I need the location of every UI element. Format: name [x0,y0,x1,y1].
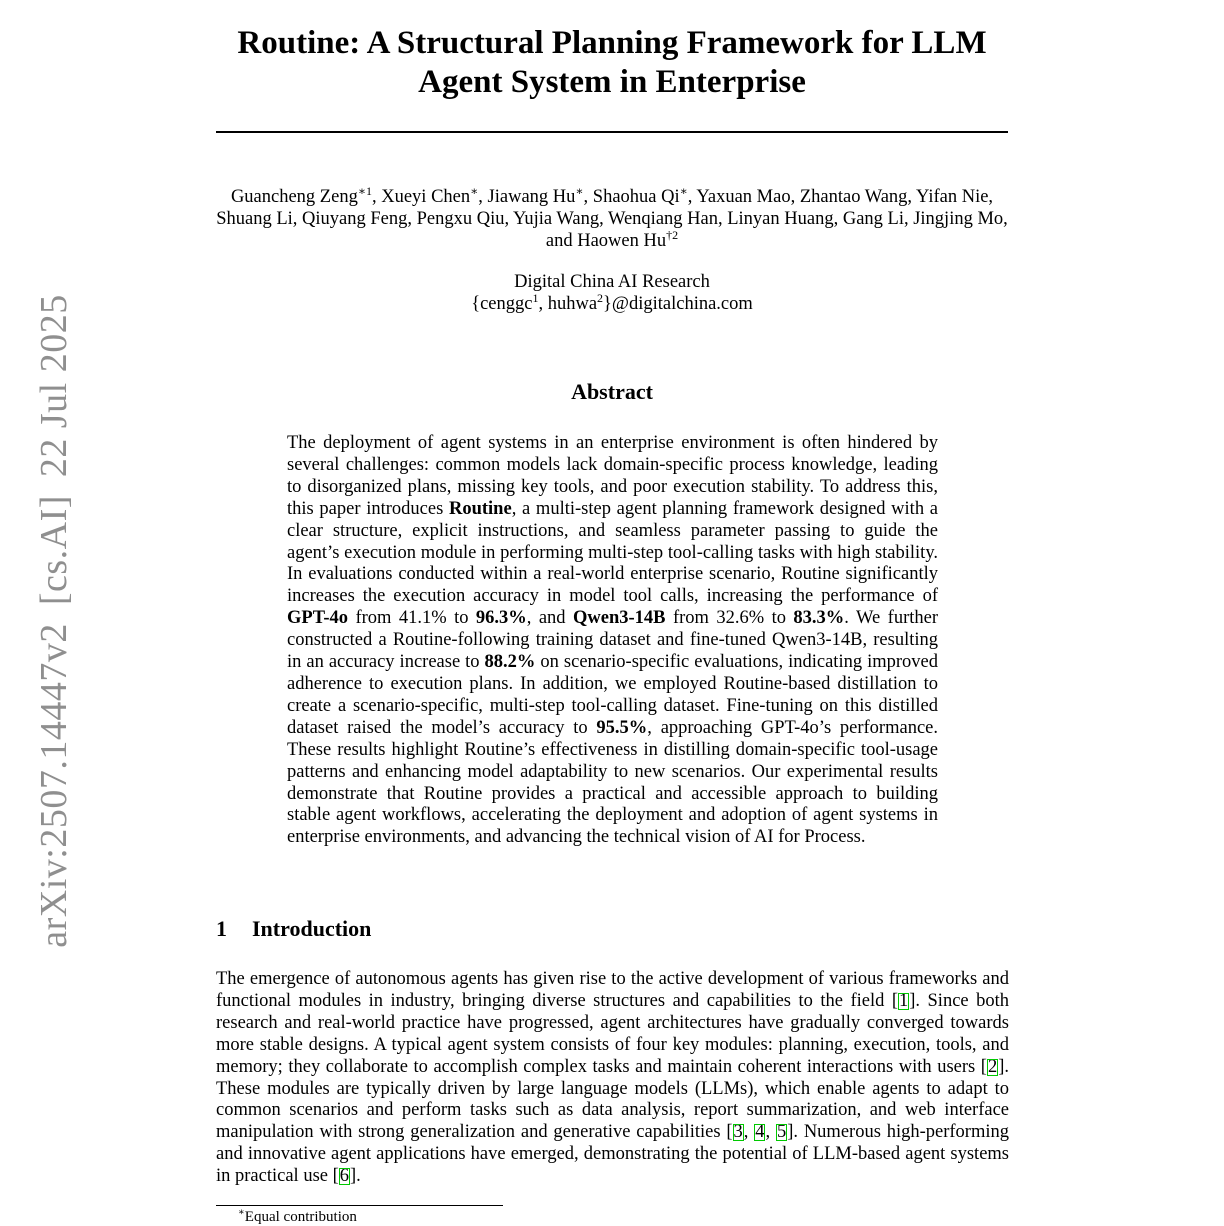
author-name: Guancheng Zeng [230,187,358,207]
abstract-bold-text: Qwen3-14B [573,608,666,629]
citation-link[interactable]: 4 [755,1122,765,1143]
body-text: ]. These modules are typically driven by large language models (LLMs), which enable agents to adapt to common scenarios and perform tasks such as data analysis, report summarization, and web interface manipulation with strong generalization and generative capabilities [ [216,1056,1009,1143]
abstract-text: from 41.1% to [348,608,476,629]
body-text: ]. Numerous high-performing and innovative agent applications have emerged, demonstrating the potential of LLM-based agent systems in practical use [ [216,1122,1009,1187]
abstract-paragraph [287,433,938,849]
author-name: , Jiawang Hu [478,187,576,207]
author-mark: †2 [666,227,679,242]
abstract-text: . We further constructed a Routine-following training dataset and fine-tuned Qwen3-14B, resulting in an accuracy increase to [287,608,938,673]
footnote-divider [216,1205,503,1206]
abstract-bold-text: 88.2% [484,652,536,673]
arxiv-watermark [32,294,76,948]
body-text: The emergence of autonomous agents has given rise to the active development of various frameworks and functional modules in industry, bringing diverse structures and capabilities to the field [ [216,969,1009,1011]
email-part: }@digitalchina.com [603,294,753,314]
section-title: Introduction [252,916,372,941]
contact-email [216,290,1008,315]
footnote [238,1209,357,1226]
abstract-heading: Abstract [571,379,653,404]
title-divider [216,131,1008,133]
author-list [216,183,1008,252]
author-mark: ∗ [679,183,688,198]
abstract-bold-text: 83.3% [793,608,845,629]
abstract-bold-text: Routine [448,498,512,519]
abstract-bold-text: 95.5% [596,717,648,738]
email-part: {cenggc [471,294,533,314]
abstract-bold-text: GPT-4o [287,608,348,629]
citation-link[interactable]: 1 [899,990,909,1011]
introduction-paragraph [216,969,1009,1188]
citation-link[interactable]: 3 [733,1122,743,1143]
author-mark: ∗1 [357,183,372,198]
abstract-text: from 32.6% to [665,608,794,629]
footnote-mark: ∗ [238,1207,245,1218]
citation-link[interactable]: 5 [776,1122,787,1143]
body-text: ]. [350,1166,361,1187]
body-text: , [765,1122,776,1143]
affiliation-block [216,271,1008,315]
email-mark: 1 [532,290,539,305]
arxiv-category: [cs.AI] [33,495,75,606]
author-mark: ∗ [470,183,479,198]
paper-title-line-1: Routine: A Structural Planning Framework for LLM [237,25,987,61]
email-mark: 2 [597,290,604,305]
abstract-text: , a multi-step agent planning framework designed with a clear structure, explicit instructions, and seamless parameter passing to guide the agent’s execution module in performing multi-step tool-calling tasks with high stability. In evaluations conducted within a real-world enterprise scenario, Routine significantly increases the execution accuracy in model tool calls, increasing the performance of [287,498,938,607]
author-name: , Shaohua Qi [583,187,680,207]
institution: Digital China AI Research [514,272,710,292]
footnote-text: Equal contribution [244,1209,357,1225]
abstract-bold-text: 96.3% [475,608,527,629]
citation-link[interactable]: 6 [339,1166,350,1187]
arxiv-date: 22 Jul 2025 [33,294,75,478]
section-heading-introduction [216,916,371,942]
abstract-text: The deployment of agent systems in an enterprise environment is often hindered by several challenges: common models lack domain-specific process knowledge, leading to disorganized plans, missing key tools, and poor execution stability. To address this, this paper introduces [287,433,938,519]
author-mark: ∗ [575,183,584,198]
abstract-text: , and [526,608,574,629]
citation-link[interactable]: 2 [987,1056,998,1077]
section-number: 1 [216,916,227,941]
paper-title-line-2: Agent System in Enterprise [418,64,806,100]
email-part: , huhwa [538,294,598,314]
body-text: , [743,1122,755,1143]
paper-title [216,24,1008,102]
author-name: , Xueyi Chen [371,187,471,207]
author-names-rest: , Yaxuan Mao, Zhantao Wang, Yifan Nie, Shuang Li, Qiuyang Feng, Pengxu Qiu, Yujia Wang, Wenqiang Han, Linyan Huang, Gang Li, Jingjing Mo, and Haowen Hu [216,187,1008,251]
abstract-text: on scenario-specific evaluations, indicating improved adherence to execution plans. In addition, we employed Routine-based distillation to create a scenario-specific, multi-step tool-calling dataset. Fine-tuning on this distilled dataset raised the model’s accuracy to [287,652,938,738]
body-text: ]. Since both research and real-world practice have progressed, agent architectures have gradually converged towards more stable designs. A typical agent system consists of four key modules: planning, execution, tools, and memory; they collaborate to accomplish complex tasks and maintain coherent interactions with users [ [216,990,1009,1077]
abstract-text: , approaching GPT-4o’s performance. These results highlight Routine’s effectiveness in distilling domain-specific tool-usage patterns and enhancing model adaptability to new scenarios. Our experimental results demonstrate that Routine provides a practical and accessible approach to building stable agent workflows, accelerating the deployment and adoption of agent systems in enterprise environments, and advancing the technical vision of AI for Process. [287,717,938,848]
arxiv-id: arXiv:2507.14447v2 [33,623,75,948]
